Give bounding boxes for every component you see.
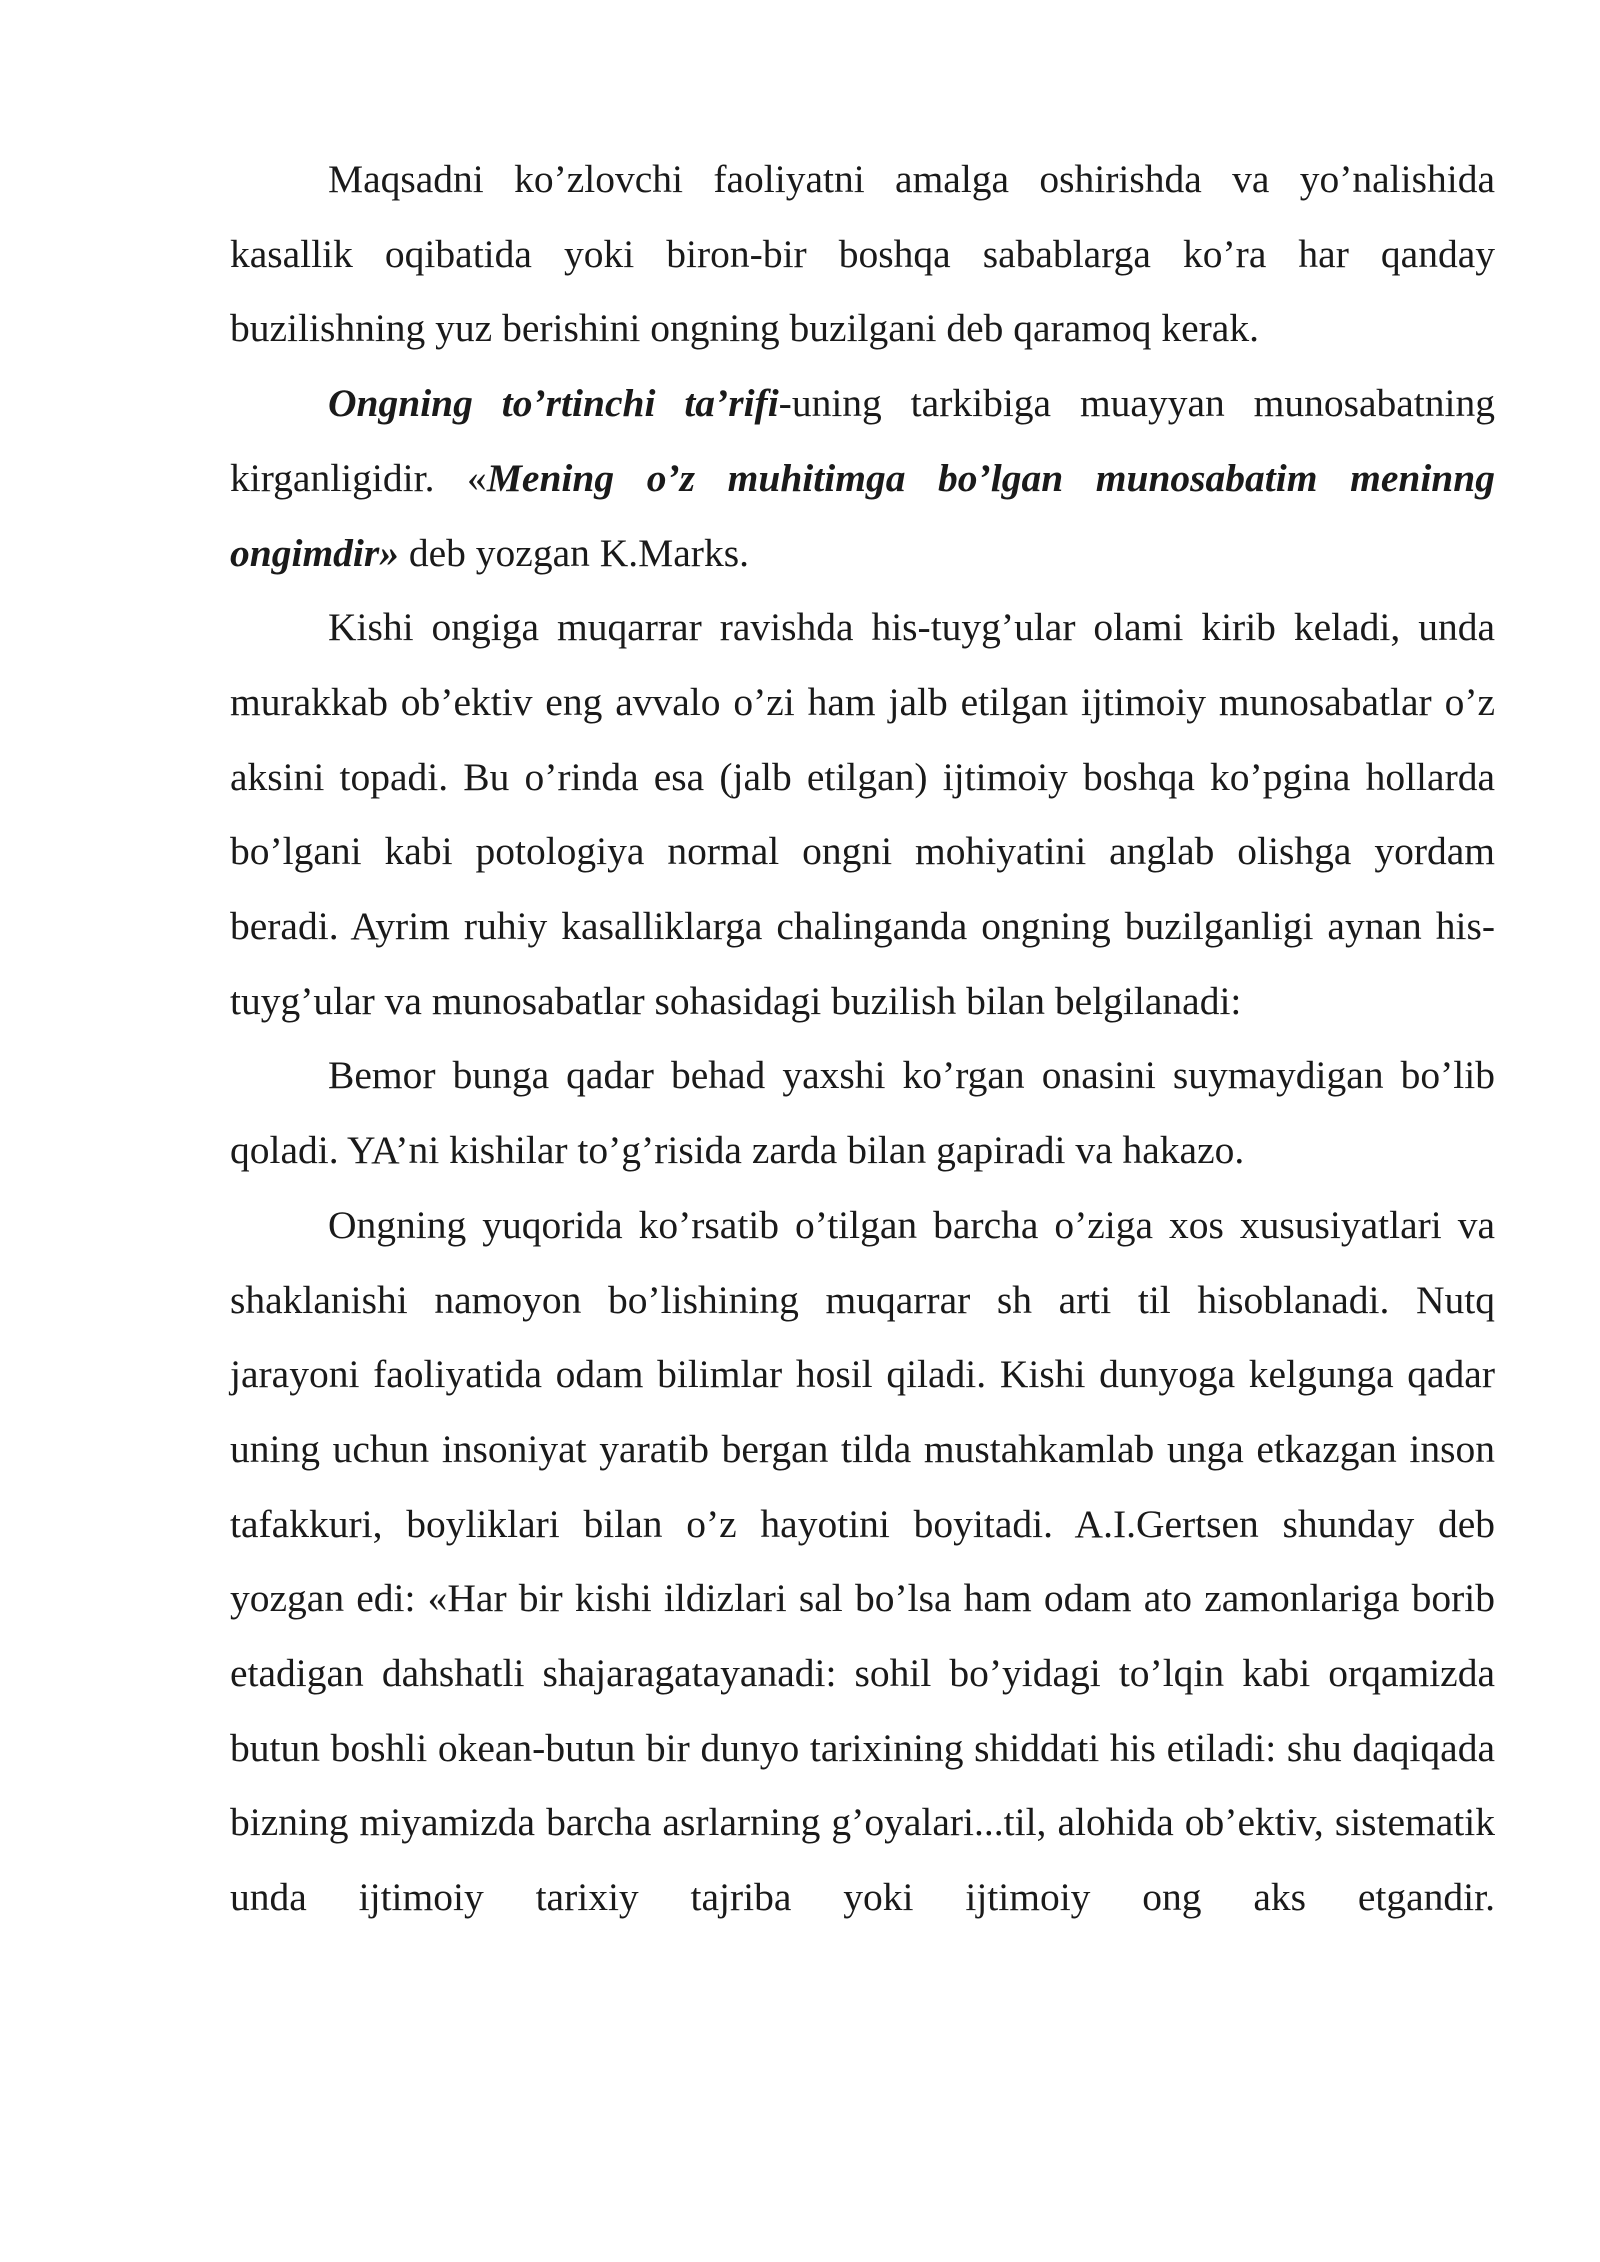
paragraph-2-quote: Mening o’z muhitimga bo’lgan munosabatim meninng ongimdir» — [230, 455, 1495, 575]
paragraph-2-lead-term: Ongning to’rtinchi ta’rifi — [328, 381, 779, 426]
paragraph-2-text-2: deb yozgan K.Marks. — [399, 530, 749, 575]
paragraph-1 — [230, 142, 1495, 366]
paragraph-1-text: Maqsadni ko’zlovchi faoliyatni amalga oshirishda va yo’nalishida kasallik oqibatida yoki biron-bir boshqa sabablarga ko’ra har qanday buzilishning yuz berishini ongning buzilgani deb qaramoq kerak. — [230, 157, 1495, 351]
paragraph-2 — [230, 366, 1495, 590]
document-page — [230, 142, 1495, 1935]
paragraph-5 — [230, 1188, 1495, 1935]
paragraph-2-text-1: -uning tarkibiga muayyan munosabatning kirganligidir. « — [230, 381, 1495, 500]
paragraph-4 — [230, 1038, 1495, 1187]
paragraph-3 — [230, 590, 1495, 1038]
paragraph-4-text: Bemor bunga qadar behad yaxshi ko’rgan onasini suymaydigan bo’lib qoladi. YA’ni kishilar to’g’risida zarda bilan gapiradi va hakazo. — [230, 1053, 1495, 1173]
paragraph-3-text: Kishi ongiga muqarrar ravishda his-tuyg’ular olami kirib keladi, unda murakkab ob’ektiv eng avvalo o’zi ham jalb etilgan ijtimoiy munosabatlar o’z aksini topadi. Bu o’rinda esa (jalb etilgan) ijtimoiy boshqa ko’pgina hollarda bo’lgani kabi potologiya normal ongni mohiyatini anglab olishga yordam beradi. Ayrim ruhiy kasalliklarga chalinganda ongning buzilganligi aynan his-tuyg’ular va munosabatlar sohasidagi buzilish bilan belgilanadi: — [230, 605, 1495, 1023]
paragraph-5-text: Ongning yuqorida ko’rsatib o’tilgan barcha o’ziga xos xususiyatlari va shaklanishi namoyon bo’lishining muqarrar sh arti til hisoblanadi. Nutq jarayoni faoliyatida odam bilimlar hosil qiladi. Kishi dunyoga kelgunga qadar uning uchun insoniyat yaratib bergan tilda mustahkamlab unga etkazgan inson tafakkuri, boyliklari bilan o’z hayotini boyitadi. A.I.Gertsen shunday deb yozgan edi: «Har bir kishi ildizlari sal bo’lsa ham odam ato zamonlariga borib etadigan dahshatli shajaragatayanadi: sohil bo’yidagi to’lqin kabi orqamizda butun boshli okean-butun bir dunyo tarixining shiddati his etiladi: shu daqiqada bizning miyamizda barcha asrlarning g’oyalari...til, alohida ob’ektiv, sistematik unda ijtimoiy tarixiy tajriba yoki ijtimoiy ong aks etgandir. — [230, 1202, 1495, 1920]
